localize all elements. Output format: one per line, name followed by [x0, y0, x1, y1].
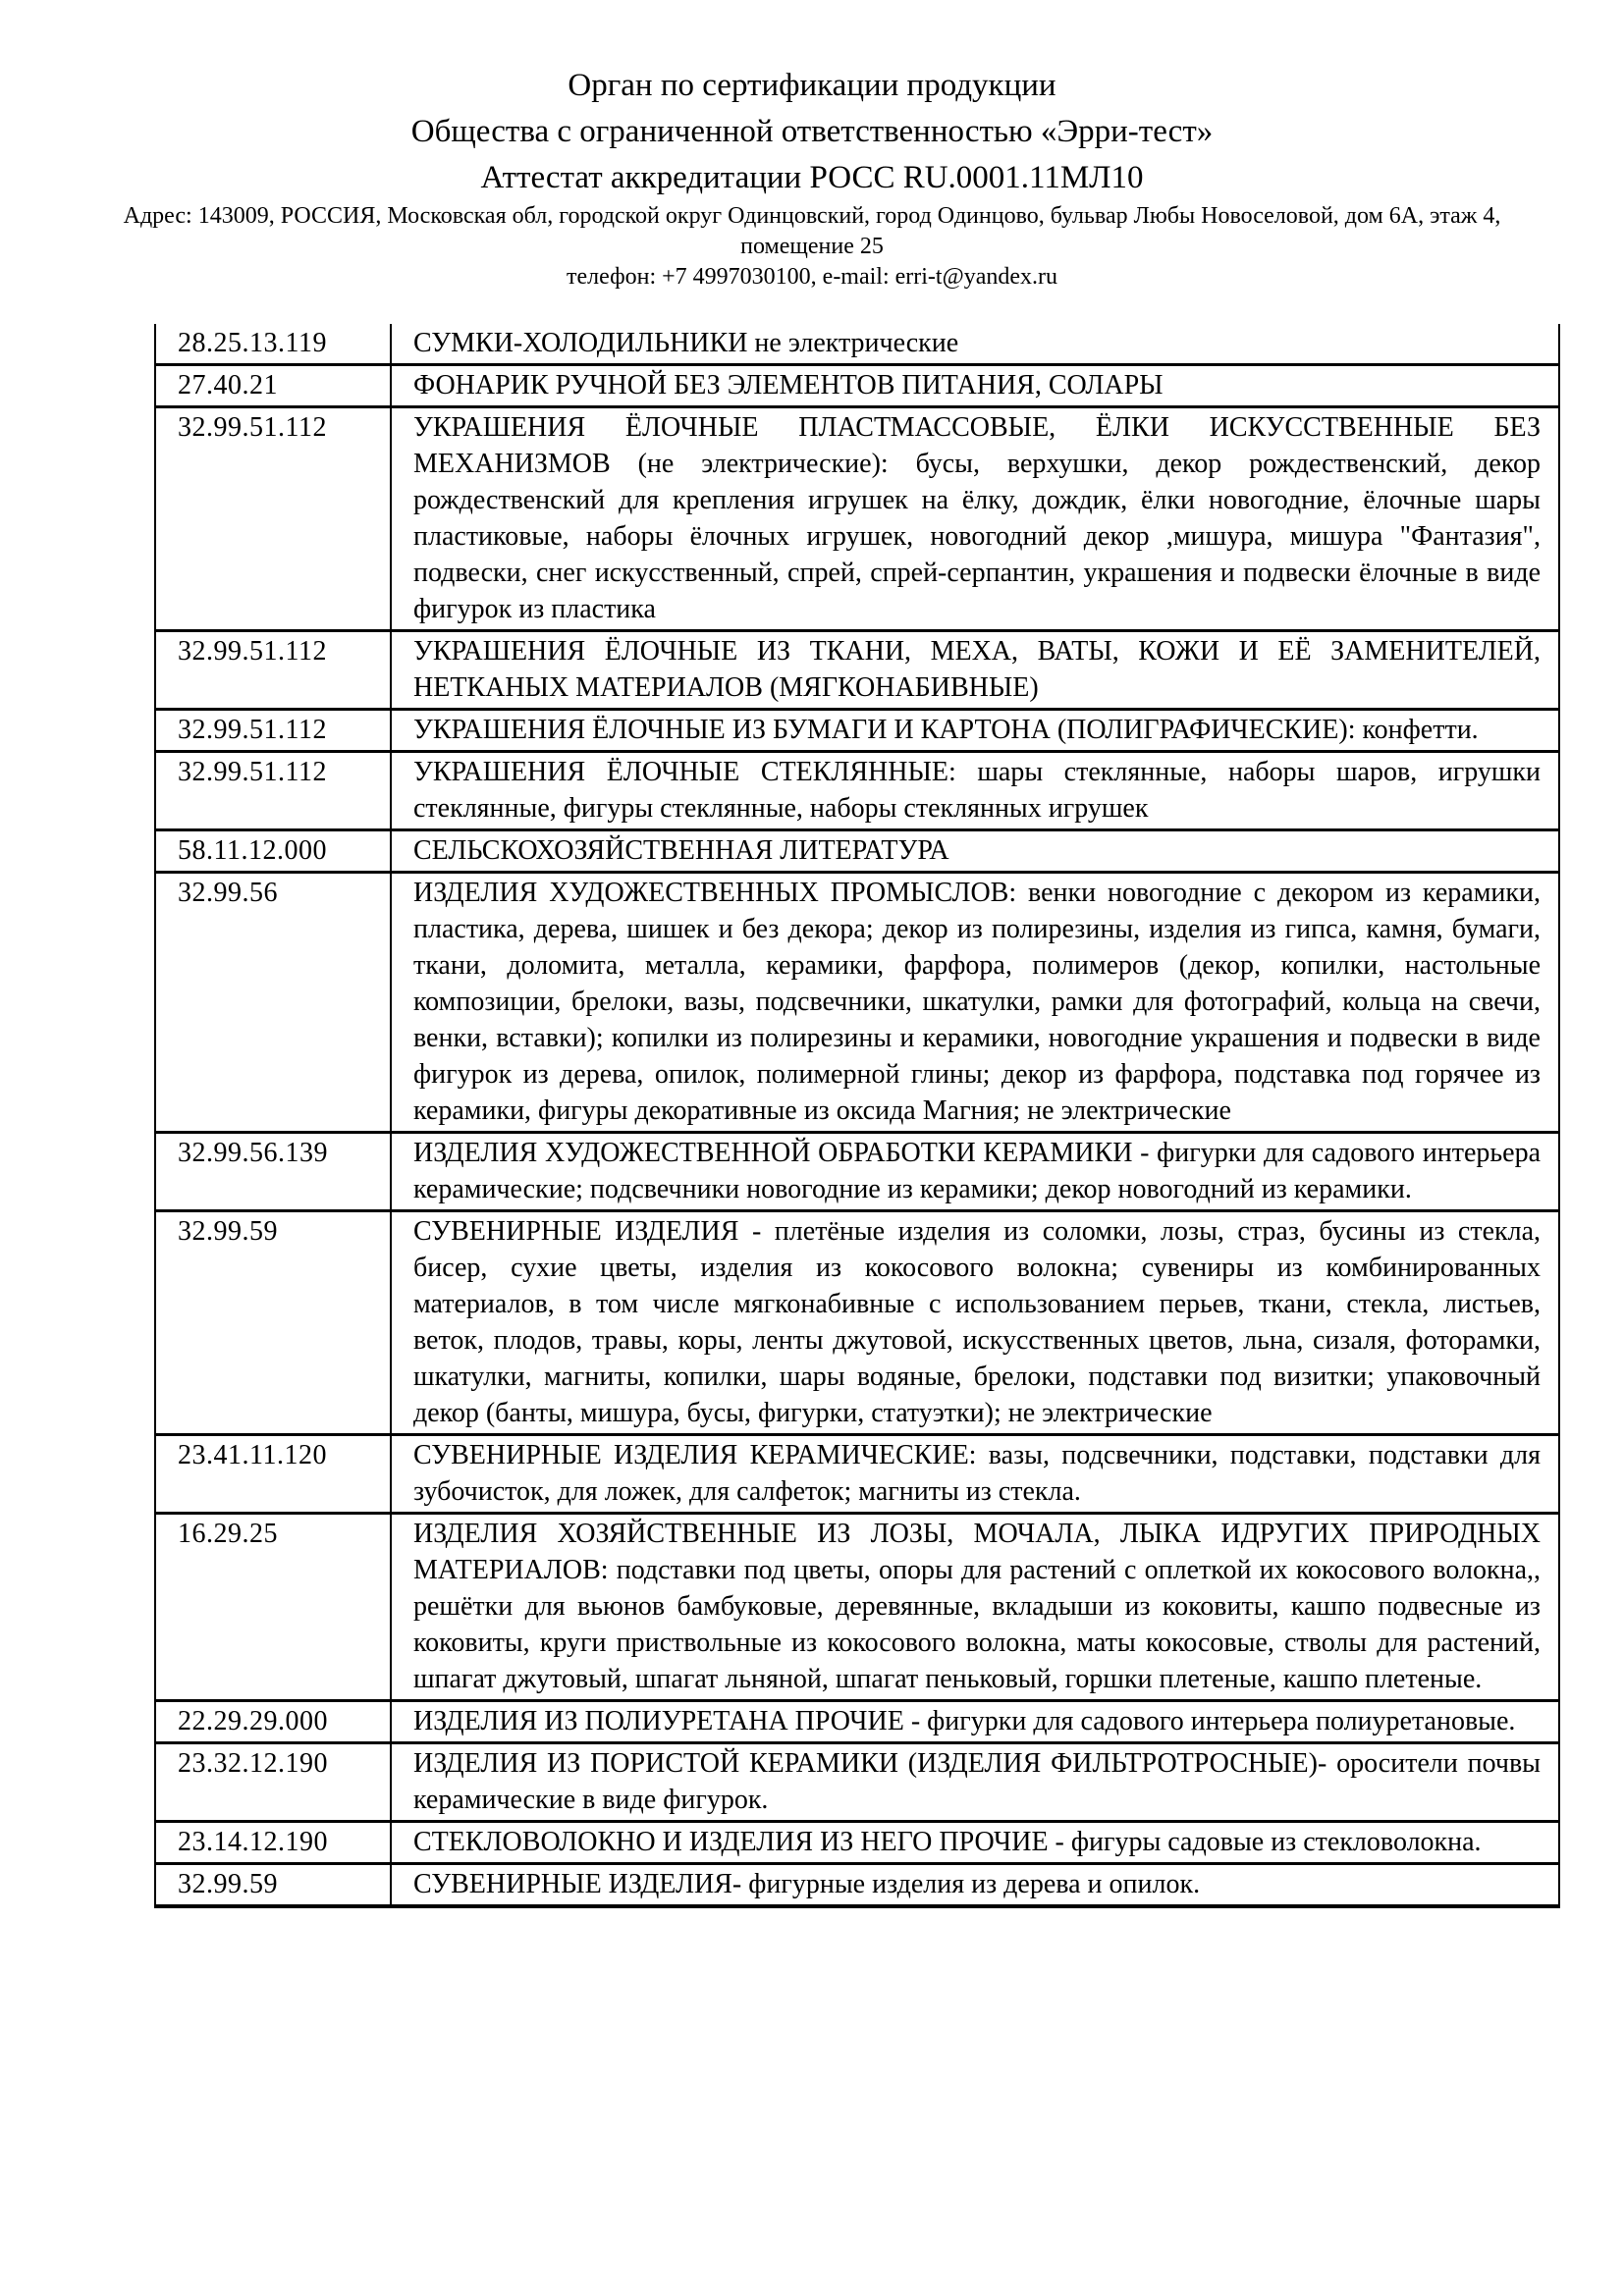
accreditation-line: Аттестат аккредитации РОСС RU.0001.11МЛ10 — [480, 160, 1144, 195]
table-row — [155, 324, 1559, 365]
table-row — [155, 1701, 1559, 1743]
table-row — [155, 1822, 1559, 1864]
table-row — [155, 1743, 1559, 1822]
contact-line: телефон: +7 4997030100, e-mail: erri-t@yandex.ru — [567, 264, 1057, 290]
product-codes-table — [154, 324, 1560, 1908]
product-description: СУВЕНИРНЫЕ ИЗДЕЛИЯ- фигурные изделия из дерева и опилок. — [391, 1864, 1559, 1907]
product-description: ИЗДЕЛИЯ ИЗ ПОЛИУРЕТАНА ПРОЧИЕ - фигурки для садового интерьера полиуретановые. — [391, 1701, 1559, 1743]
table-row — [155, 710, 1559, 752]
table-row — [155, 873, 1559, 1133]
product-code: 23.32.12.190 — [155, 1743, 391, 1822]
product-code: 32.99.56 — [155, 873, 391, 1133]
product-description: СЕЛЬСКОХОЗЯЙСТВЕННАЯ ЛИТЕРАТУРА — [391, 830, 1559, 873]
product-code: 32.99.59 — [155, 1211, 391, 1435]
product-code: 32.99.59 — [155, 1864, 391, 1907]
product-codes-table-body — [155, 324, 1559, 1906]
product-code: 23.14.12.190 — [155, 1822, 391, 1864]
org-title-line-2: Общества с ограниченной ответственностью «Эрри-тест» — [410, 114, 1214, 149]
table-row — [155, 631, 1559, 710]
table-row — [155, 1211, 1559, 1435]
product-code: 22.29.29.000 — [155, 1701, 391, 1743]
product-description: СУВЕНИРНЫЕ ИЗДЕЛИЯ КЕРАМИЧЕСКИЕ: вазы, подсвечники, подставки, подставки для зубочисток, для ложек, для салфеток; магниты из стекла. — [391, 1435, 1559, 1514]
product-description: СУМКИ-ХОЛОДИЛЬНИКИ не электрические — [391, 324, 1559, 365]
table-row — [155, 1514, 1559, 1701]
product-description: ИЗДЕЛИЯ ХУДОЖЕСТВЕННОЙ ОБРАБОТКИ КЕРАМИКИ - фигурки для садового интерьера керамические; подсвечники новогодние из керамики; декор новогодний из керамики. — [391, 1133, 1559, 1211]
product-code: 32.99.51.112 — [155, 710, 391, 752]
table-row — [155, 1435, 1559, 1514]
product-description: УКРАШЕНИЯ ЁЛОЧНЫЕ ИЗ ТКАНИ, МЕХА, ВАТЫ, КОЖИ И ЕЁ ЗАМЕНИТЕЛЕЙ, НЕТКАНЫХ МАТЕРИАЛОВ (МЯГКОНАБИВНЫЕ) — [391, 631, 1559, 710]
product-description: ФОНАРИК РУЧНОЙ БЕЗ ЭЛЕМЕНТОВ ПИТАНИЯ, СОЛАРЫ — [391, 365, 1559, 407]
table-row — [155, 407, 1559, 631]
table-row — [155, 830, 1559, 873]
product-description: УКРАШЕНИЯ ЁЛОЧНЫЕ ПЛАСТМАССОВЫЕ, ЁЛКИ ИСКУССТВЕННЫЕ БЕЗ МЕХАНИЗМОВ (не электрические): бусы, верхушки, декор рождественский, декор рождественский для крепления игрушек на ёлку, дождик, ёлки новогодние, ёлочные шары пластиковые, наборы ёлочных игрушек, новогодний декор ,мишура, мишура "Фантазия", подвески, снег искусственный, спрей, спрей-серпантин, украшения и подвески ёлочные в виде фигурок из пластика — [391, 407, 1559, 631]
address-line-1: Адрес: 143009, РОССИЯ, Московская обл, городской округ Одинцовский, город Одинцово, бульвар Любы Новоселовой, дом 6А, этаж 4, — [123, 203, 1501, 229]
table-row — [155, 1133, 1559, 1211]
product-description: СУВЕНИРНЫЕ ИЗДЕЛИЯ - плетёные изделия из соломки, лозы, страз, бусины из стекла, бисер, сухие цветы, изделия из кокосового волокна; сувениры из комбинированных материалов, в том числе мягконабивные с использованием перьев, ткани, стекла, листьев, веток, плодов, травы, коры, ленты джутовой, искусственных цветов, льна, сизаля, фоторамки, шкатулки, магниты, копилки, шары водяные, брелоки, подставки под визитки; упаковочный декор (банты, мишура, бусы, фигурки, статуэтки); не электрические — [391, 1211, 1559, 1435]
table-row — [155, 365, 1559, 407]
product-description: ИЗДЕЛИЯ ИЗ ПОРИСТОЙ КЕРАМИКИ (ИЗДЕЛИЯ ФИЛЬТРОТРОСНЫЕ)- оросители почвы керамические в виде фигурок. — [391, 1743, 1559, 1822]
product-code: 32.99.51.112 — [155, 631, 391, 710]
product-description: СТЕКЛОВОЛОКНО И ИЗДЕЛИЯ ИЗ НЕГО ПРОЧИЕ - фигуры садовые из стекловолокна. — [391, 1822, 1559, 1864]
org-title-line-1: Орган по сертификации продукции — [568, 68, 1056, 103]
product-code: 23.41.11.120 — [155, 1435, 391, 1514]
table-row — [155, 752, 1559, 830]
product-description: УКРАШЕНИЯ ЁЛОЧНЫЕ СТЕКЛЯННЫЕ: шары стеклянные, наборы шаров, игрушки стеклянные, фигуры стеклянные, наборы стеклянных игрушек — [391, 752, 1559, 830]
product-code: 32.99.51.112 — [155, 407, 391, 631]
product-description: УКРАШЕНИЯ ЁЛОЧНЫЕ ИЗ БУМАГИ И КАРТОНА (ПОЛИГРАФИЧЕСКИЕ): конфетти. — [391, 710, 1559, 752]
table-row — [155, 1864, 1559, 1907]
product-code: 16.29.25 — [155, 1514, 391, 1701]
product-code: 58.11.12.000 — [155, 830, 391, 873]
product-code: 32.99.51.112 — [155, 752, 391, 830]
product-code: 27.40.21 — [155, 365, 391, 407]
product-description: ИЗДЕЛИЯ ХУДОЖЕСТВЕННЫХ ПРОМЫСЛОВ: венки новогодние с декором из керамики, пластика, дерева, шишек и без декора; декор из полирезины, изделия из гипса, камня, бумаги, ткани, доломита, металла, керамики, фарфора, полимеров (декор, копилки, настольные композиции, брелоки, вазы, подсвечники, шкатулки, рамки для фотографий, кольца на свечи, венки, вставки); копилки из полирезины и керамики, новогодние украшения и подвески в виде фигурок из дерева, опилок, полимерной глины; декор из фарфора, подставка под горячее из керамики, фигуры декоративные из оксида Магния; не электрические — [391, 873, 1559, 1133]
product-code: 32.99.56.139 — [155, 1133, 391, 1211]
document-header — [0, 0, 1624, 293]
address-line-2: помещение 25 — [740, 234, 884, 259]
product-code: 28.25.13.119 — [155, 324, 391, 365]
product-description: ИЗДЕЛИЯ ХОЗЯЙСТВЕННЫЕ ИЗ ЛОЗЫ, МОЧАЛА, ЛЫКА ИДРУГИХ ПРИРОДНЫХ МАТЕРИАЛОВ: подставки под цветы, опоры для растений с оплеткой их кокосового волокна,, решётки для вьюнов бамбуковые, деревянные, вкладыши из коковиты, кашпо подвесные из коковиты, круги приствольные из кокосового волокна, маты кокосовые, стволы для растений, шпагат джутовый, шпагат льняной, шпагат пеньковый, горшки плетеные, кашпо плетеные. — [391, 1514, 1559, 1701]
